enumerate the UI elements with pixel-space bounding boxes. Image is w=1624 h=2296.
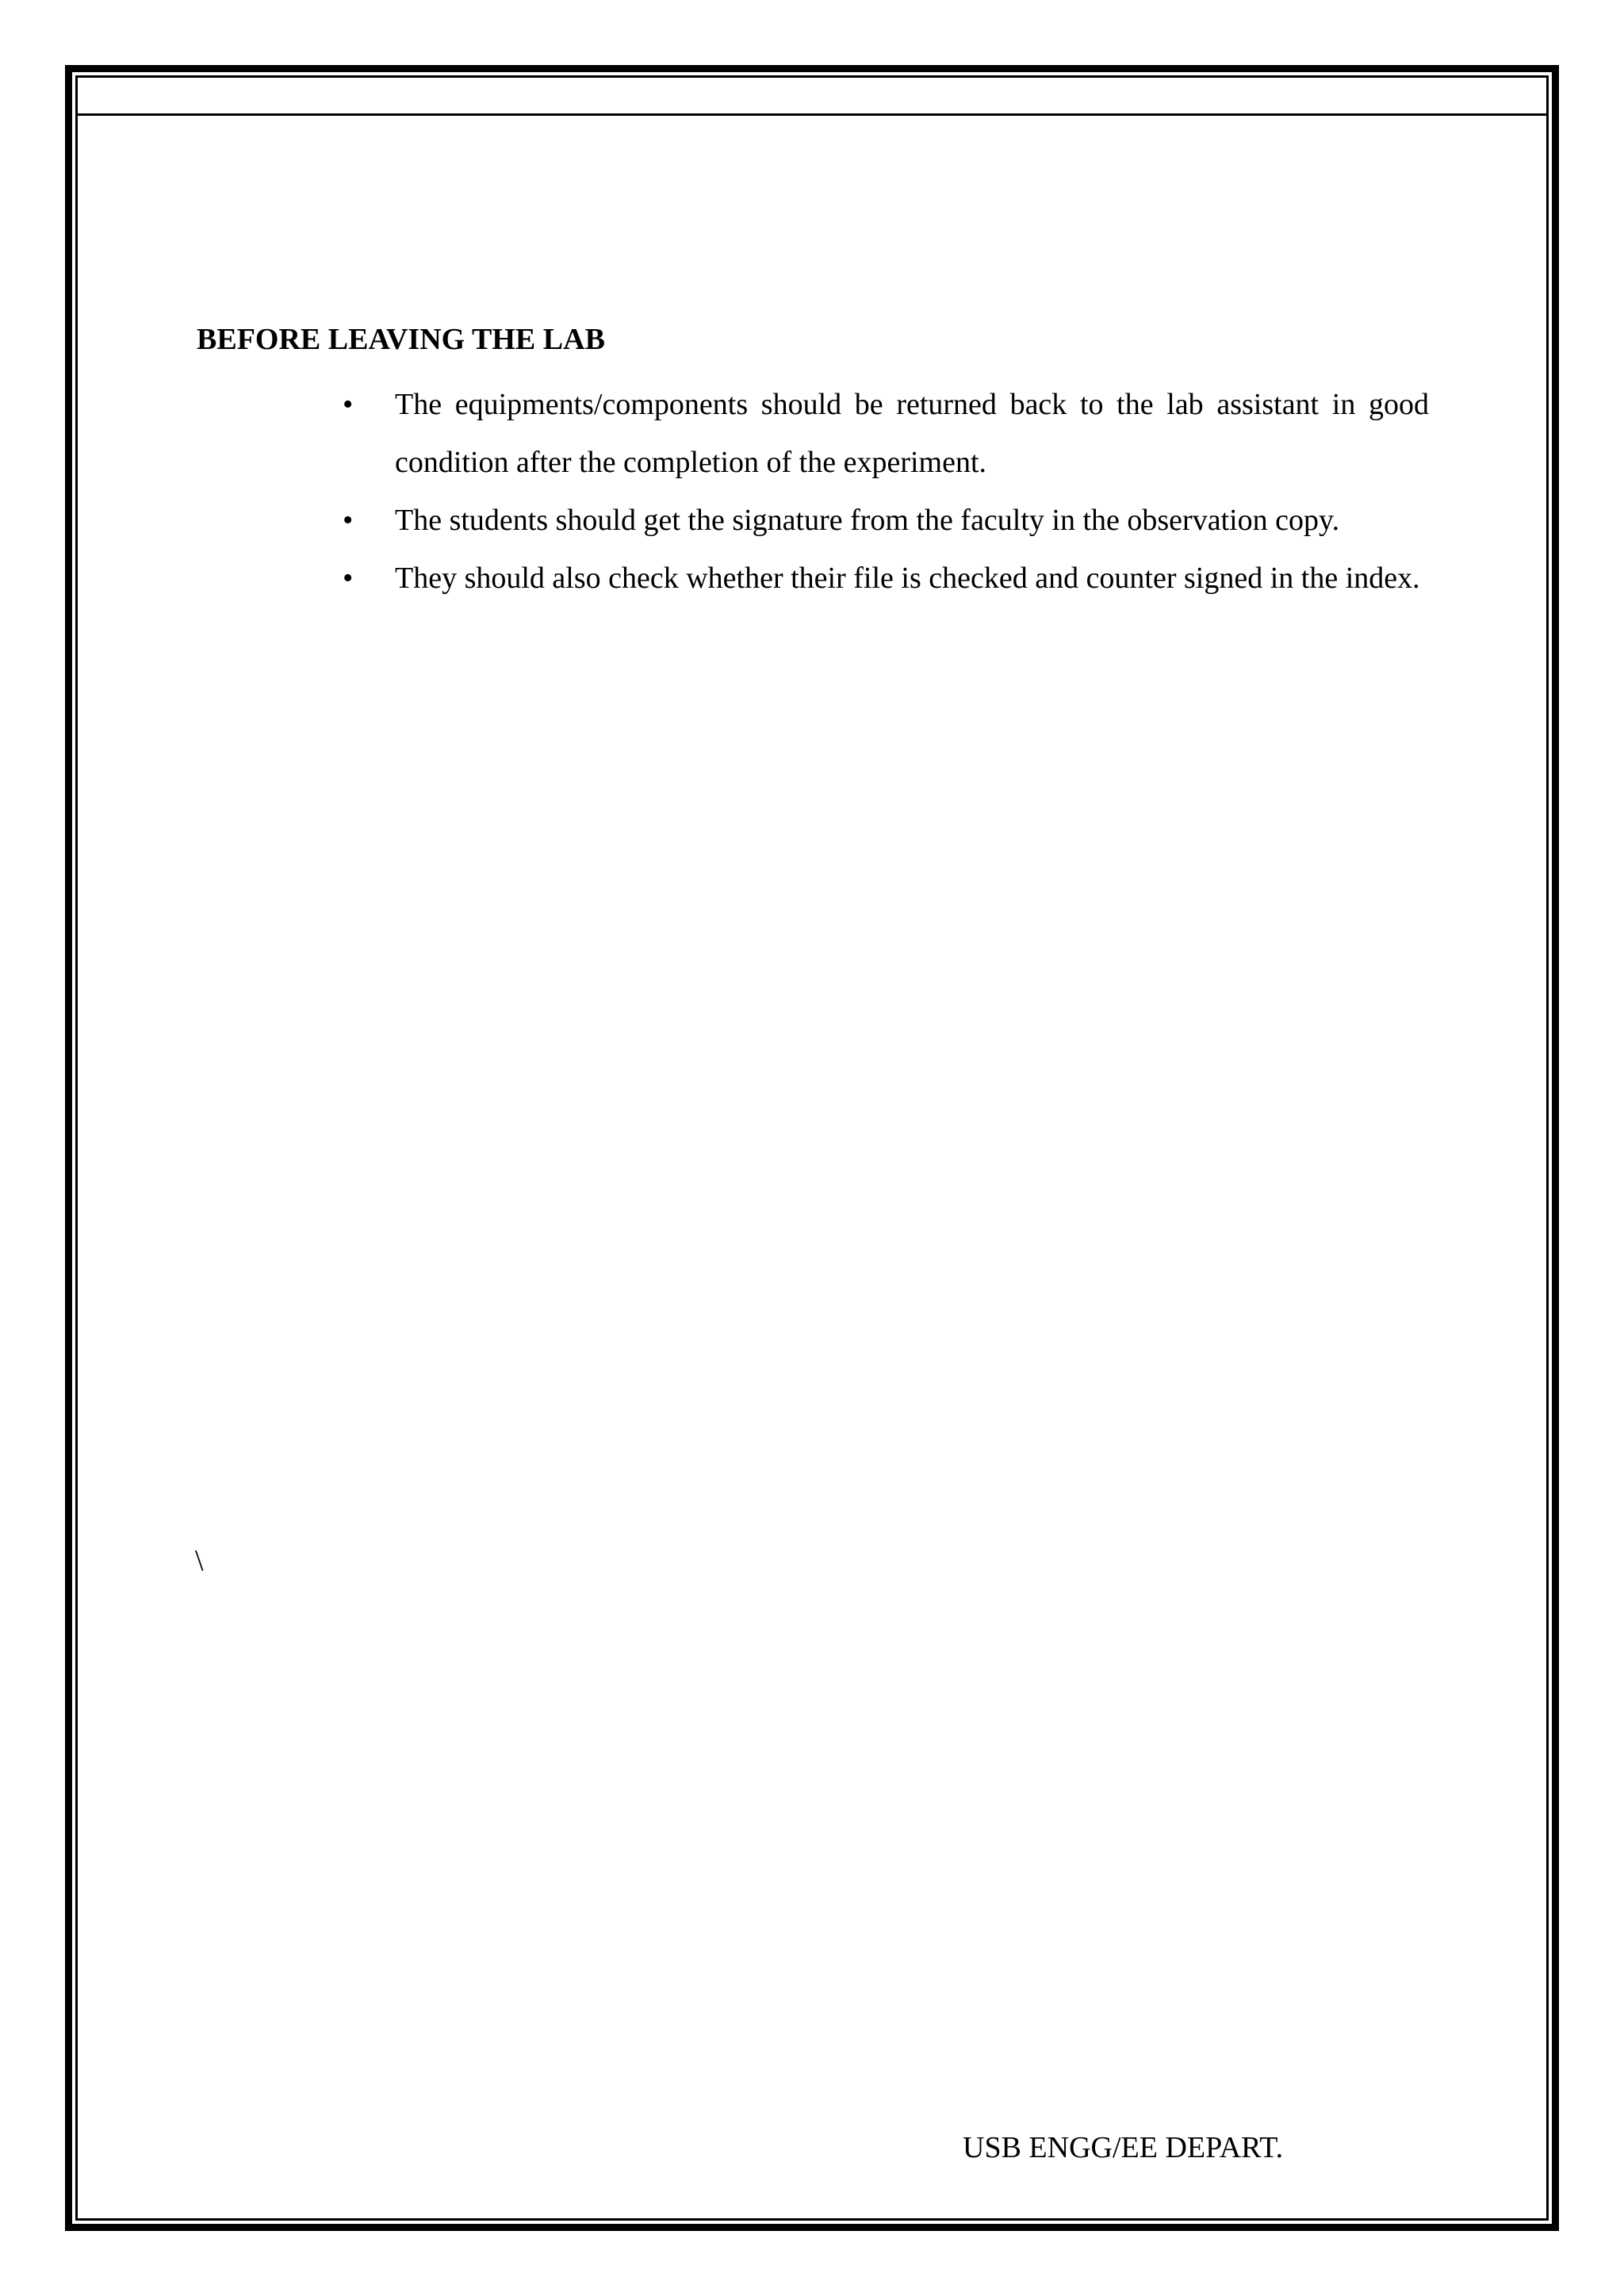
bullet-icon: • [343, 504, 354, 537]
bullet-icon: • [343, 562, 354, 595]
list-item-text: They should also check whether their file is checked and counter signed in the index. [395, 562, 1420, 595]
list-item [333, 376, 1429, 492]
bullet-icon: • [343, 388, 354, 421]
bullet-list [333, 376, 1429, 608]
header-rule [78, 113, 1546, 116]
list-item [333, 492, 1429, 550]
list-item-text: The students should get the signature from the faculty in the observation copy. [395, 504, 1340, 537]
section-heading: BEFORE LEAVING THE LAB [197, 323, 605, 356]
stray-backslash: \ [195, 1544, 204, 1577]
footer-department: USB ENGG/EE DEPART. [963, 2131, 1284, 2164]
list-item-text: The equipments/components should be returned back to the lab assistant in good condition after the completion of the experiment. [395, 388, 1429, 479]
list-item [333, 550, 1429, 608]
